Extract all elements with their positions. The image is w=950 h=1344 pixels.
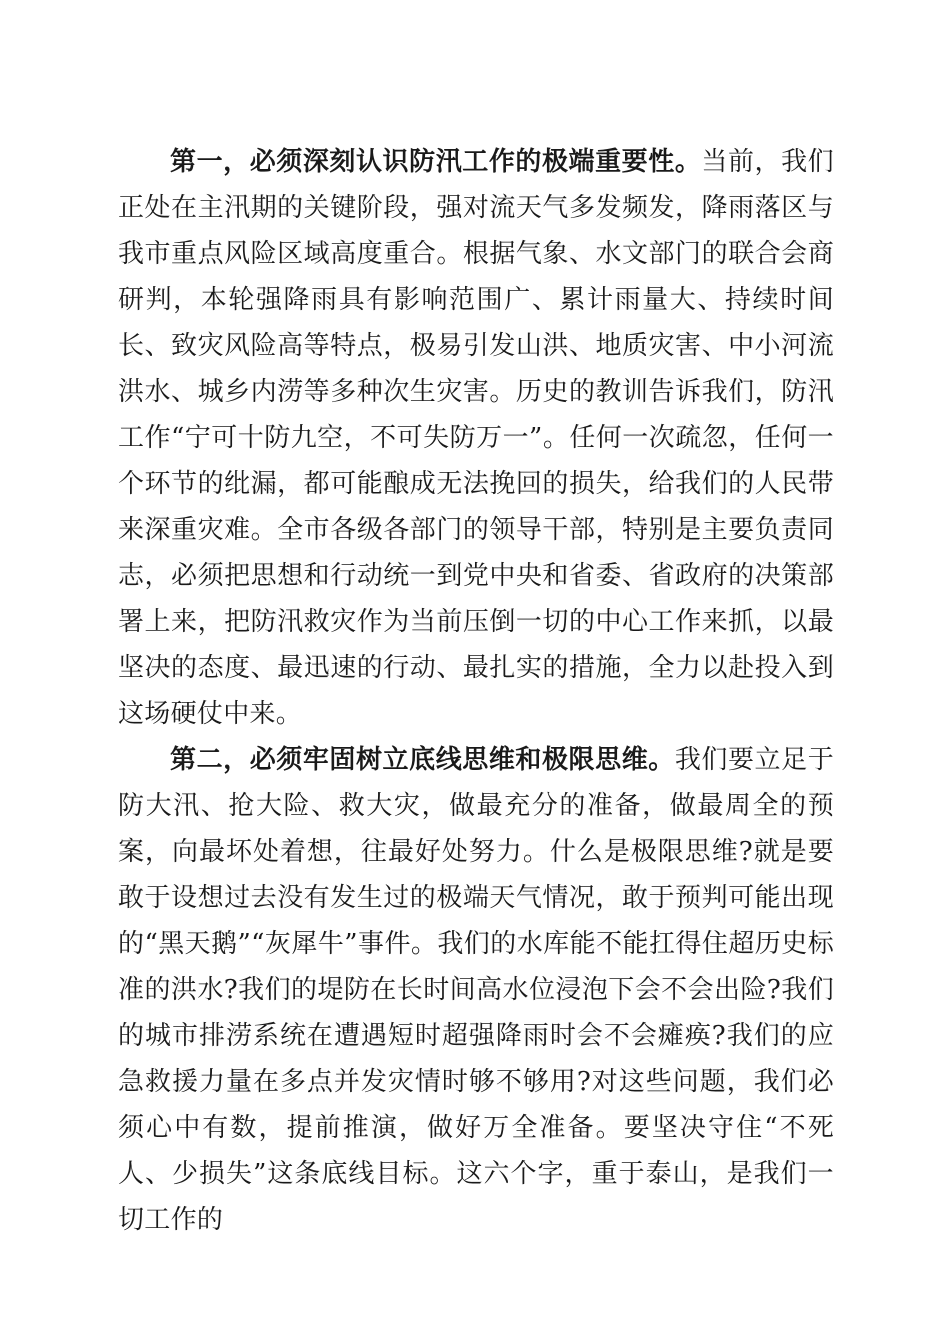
- paragraph-2-heading: 第二，必须牢固树立底线思维和极限思维。: [170, 745, 675, 775]
- paragraph-1-heading: 第一，必须深刻认识防汛工作的极端重要性。: [170, 147, 702, 177]
- paragraph-1: [118, 139, 834, 737]
- paragraph-2: [118, 737, 834, 1243]
- document-body: [118, 139, 834, 1243]
- paragraph-1-text: 当前，我们正处在主汛期的关键阶段，强对流天气多发频发，降雨落区与我市重点风险区域高度重合。根据气象、水文部门的联合会商研判，本轮强降雨具有影响范围广、累计雨量大、持续时间长、致灾风险高等特点，极易引发山洪、地质灾害、中小河流洪水、城乡内涝等多种次生灾害。历史的教训告诉我们，防汛工作“宁可十防九空，不可失防万一”。任何一次疏忽，任何一个环节的纰漏，都可能酿成无法挽回的损失，给我们的人民带来深重灾难。全市各级各部门的领导干部，特别是主要负责同志，必须把思想和行动统一到党中央和省委、省政府的决策部署上来，把防汛救灾作为当前压倒一切的中心工作来抓，以最坚决的态度、最迅速的行动、最扎实的措施，全力以赴投入到这场硬仗中来。: [118, 147, 834, 729]
- paragraph-2-text: 我们要立足于防大汛、抢大险、救大灾，做最充分的准备，做最周全的预案，向最坏处着想，往最好处努力。什么是极限思维?就是要敢于设想过去没有发生过的极端天气情况，敢于预判可能出现的“黑天鹅”“灰犀牛”事件。我们的水库能不能扛得住超历史标准的洪水?我们的堤防在长时间高水位浸泡下会不会出险?我们的城市排涝系统在遭遇短时超强降雨时会不会瘫痪?我们的应急救援力量在多点并发灾情时够不够用?对这些问题，我们必须心中有数，提前推演，做好万全准备。要坚决守住“不死人、少损失”这条底线目标。这六个字，重于泰山，是我们一切工作的: [118, 745, 834, 1235]
